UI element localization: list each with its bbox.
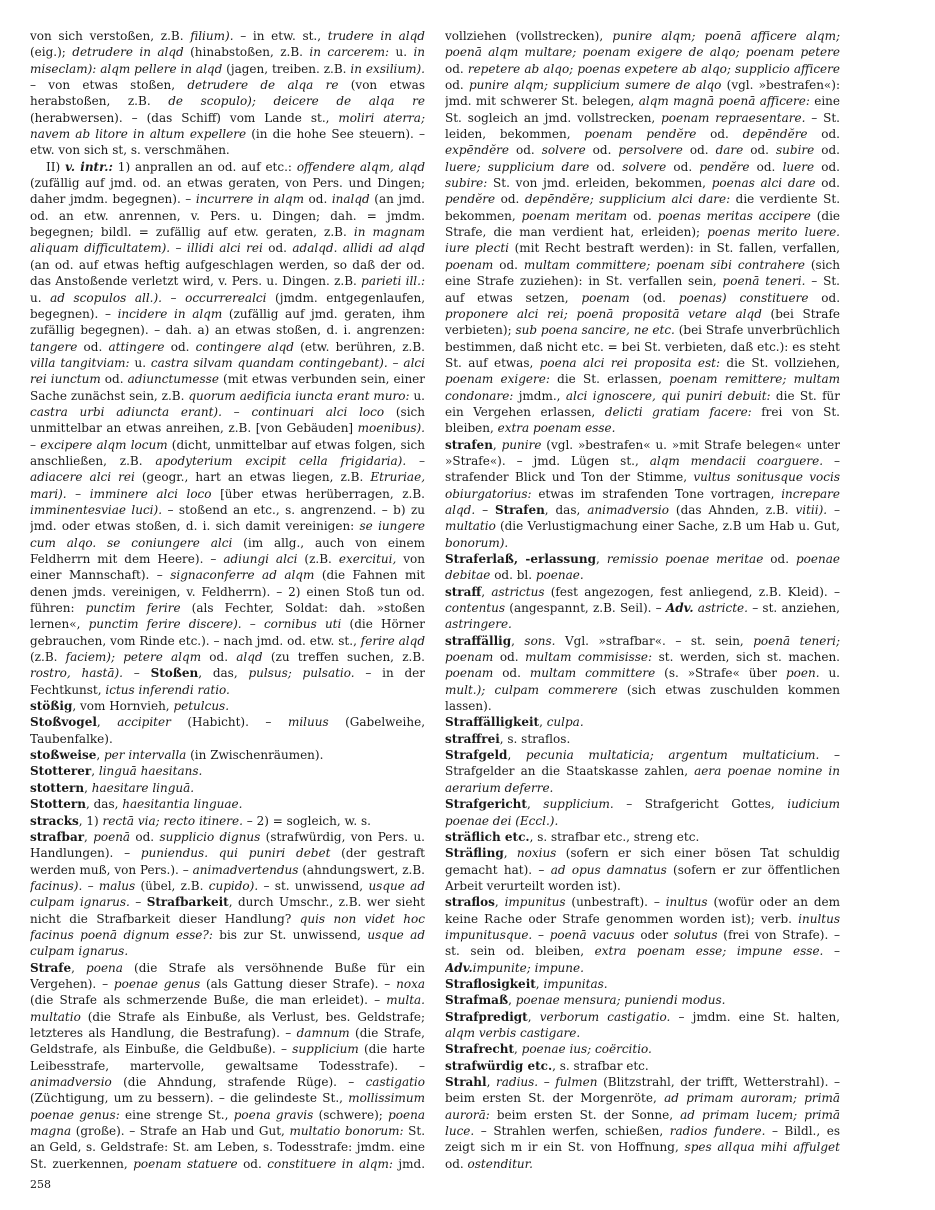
dictionary-entry: Strafgeld, pecunia multaticia; argentum multaticium. – Strafgelder an die Staatskasse zahlen, aera poenae nomine in aerarium deferre. — [445, 748, 840, 795]
dictionary-entry: II) v. intr.: 1) anprallen an od. auf etc.: offendere alqm, alqd (zufällig auf jmd. od. an etwas geraten, von Pers. und Dingen; daher jmdm. begegnen). – incurrere in alqm od. inalqd (an jmd. od. an etw. anrennen, v. Pers. u. Dingen; dah. = jmdm. begegnen; bildl. = zufällig auf etw. geraten, z.B. in magnam aliquam difficultatem). – illidi alci rei od. adalqd. allidi ad alqd (an od. auf etwas heftig aufgeschlagen werden, so daß der od. das Anstoßende verletzt wird, v. Pers. u. Dingen. z.B. parieti ill.: u. ad scopulos all.). – occurrerealci (jmdm. entgegenlaufen, begegnen). – incidere in alqm (zufällig auf jmd. geraten, ihm zufällig begegnen). – dah. a) an etwas stoßen, d. i. angrenzen: tangere od. attingere od. contingere alqd (etw. berühren, z.B. villa tangitviam: u. castra silvam quandam contingebant). – alci rei iunctum od. adiunctumesse (mit etwas verbunden sein, einer Sache zunächst sein, z.B. quorum aedificia iuncta erant muro: u. castra urbi adiuncta erant). – continuari alci loco (sich unmittelbar an etwas anreihen, z.B. [von Gebäuden] moenibus). – excipere alqm locum (dicht, unmittelbar auf etwas folgen, sich anschließen, z.B. apodyterium excipit cella frigidaria). – adiacere alci rei (geogr., hart an etwas liegen, z.B. Etruriae, mari). – imminere alci loco [über etwas herüberragen, z.B. imminentesviae luci). – stoßend an etc., s. angrenzend. – b) zu jmd. oder etwas stoßen, d. i. sich damit vereinigen: se iungere cum alqo. se coniungere alci (im allg., auch von einem Feldherrn mit dem Heere). – adiungi alci (z.B. exercitui, von einer Mannschaft). – signaconferre ad alqm (die Fahnen mit denen jmds. vereinigen, v. Feldherrn). – 2) einen Stoß tun od. führen: punctim ferire (als Fechter, Soldat: dah. »stoßen lernen«, punctim ferire discere). – cornibus uti (die Hörner gebrauchen, vom Rinde etc.). – nach jmd. od. etw. st., ferire alqd (z.B. faciem); petere alqm od. alqd (zu treffen suchen, z.B. rostro, hastā). – Stoßen, das, pulsus; pulsatio. – in der Fechtkunst, ictus inferendi ratio. — [30, 159, 425, 697]
page-number: 258 — [30, 1178, 51, 1191]
dictionary-entry: Straffälligkeit, culpa. — [445, 715, 584, 730]
dictionary-entry: von sich verstoßen, z.B. filium). – in etw. st., trudere in alqd (eig.); detrudere in alqd (hinabstoßen, z.B. in carcerem: u. in miseclam): alqm pellere in alqd (jagen, treiben. z.B. in exsilium). – von etwas stoßen, detrudere de alqa re (von etwas herabstoßen, z.B. de scopulo); deicere de alqa re (herabwersen). – (das Schiff) vom Lande st., moliri aterra; navem ab litore in altum expellere (in die hohe See steuern). – etw. von sich st, s. verschmähen. — [30, 29, 425, 158]
dictionary-entry — [445, 1172, 840, 1173]
dictionary-entry: straffällig, sons. Vgl. »strafbar«. – st. sein, poenā teneri; poenam od. multam commisisse: st. werden, sich st. machen. poenam od. multam committere (s. »Strafe« über poen. u. mult.); culpam commerere (sich etwas zuschulden kommen lassen). — [445, 633, 840, 714]
dictionary-entry: Strafe, poena (die Strafe als versöhnende Buße für ein Vergehen). – poenae genus (als Gattung dieser Strafe). – noxa (die Strafe als schmerzende Buße, die man erleidet). – multa. multatio (die Strafe als Einbuße, als Verlust, bes. Geldstrafe; letzteres als Handlung, die Bestrafung). – damnum (die Strafe, Geldstrafe, als Einbuße, die Geldbuße). – supplicium (die harte Leibesstrafe, martervolle, gewaltsame Todesstrafe). – animadversio (die Ahndung, strafende Rüge). – castigatio (Züchtigung, um zu bessern). – die gelindeste St., mollissimum poenae genus: eine strenge St., poena gravis (schwere); poena magna (große). – Strafe an Hab und Gut, multatio bonorum: St. an Geld, s. Geldstrafe: St. am Leben, s. Todesstrafe: jmdm. eine St. zuerkennen, poenam statuere od. constituere in alqm: jmd. — [30, 960, 425, 1171]
left-column — [30, 28, 425, 1173]
dictionary-entry: straflos, impunitus (unbestraft). – inultus (wofür oder an dem keine Rache oder Strafe genommen worden ist); verb. inultus impunitusque. – poenā vacuus oder solutus (frei von Strafe). – st. sein od. bleiben, extra poenam esse; impune esse. – Adv.impunite; impune. — [445, 895, 840, 975]
dictionary-entry: Strafmaß, poenae mensura; puniendi modus. — [445, 993, 726, 1008]
dictionary-entry: stracks, 1) rectā via; recto itinere. – 2) = sogleich, w. s. — [30, 813, 371, 828]
dictionary-entry: Strahl, radius. – fulmen (Blitzstrahl, der trifft, Wetterstrahl). – beim ersten St. der Morgenröte, ad primam auroram; primā aurorā: beim ersten St. der Sonne, ad primam lucem; primā luce. – Strahlen werfen, schießen, radios fundere. – Bildl., es zeigt sich m ir ein St. von Hoffnung, spes allqua mihi affulget od. ostenditur. — [445, 1075, 840, 1171]
dictionary-entry: Stoßvogel, accipiter (Habicht). – miluus (Gabelweihe, Taubenfalke). — [30, 715, 425, 746]
dictionary-entry: sträflich etc., s. strafbar etc., streng etc. — [445, 829, 700, 844]
dictionary-entry: vollziehen (vollstrecken), punire alqm; poenā afficere alqm; poenā alqm multare; poenam exigere de alqo; poenam petere od. repetere ab alqo; poenas expetere ab alqo; supplicio afficere od. punire alqm; supplicium sumere de alqo (vgl. »bestrafen«): jmd. mit schwerer St. belegen, alqm magnā poenā afficere: eine St. sogleich an jmd. vollstrecken, poenam repraesentare. – St. leiden, bekommen, poenam pendĕre od. depēndĕre od. expēndĕre od. solvere od. persolvere od. dare od. subire od. luere; supplicium dare od. solvere od. pendĕre od. luere od. subire: St. von jmd. erleiden, bekommen, poenas alci dare od. pendĕre od. depēndĕre; supplicium alci dare: die verdiente St. bekommen, poenam meritam od. poenas meritas accipere (die Strafe, die man verdient hat, erleiden); poenas merito luere. iure plecti (mit Recht bestraft werden): in St. fallen, verfallen, poenam od. multam committere; poenam sibi contrahere (sich eine Strafe zuziehen): in St. verfallen sein, poenā teneri. – St. auf etwas setzen, poenam (od. poenas) constituere od. proponere alci rei; poenā propositā vetare alqd (bei Strafe verbieten); sub poena sancire, ne etc. (bei Strafe unverbrüchlich bestimmen, daß nicht etc. = bei St. verbieten, daß etc.): es steht St. auf etwas, poena alci rei proposita est: die St. vollziehen, poenam exigere: die St. erlassen, poenam remittere; multam condonare: jmdm., alci ignoscere, qui puniri debuit: die St. für ein Vergehen erlassen, delicti gratiam facere: frei von St. bleiben, extra poenam esse. — [445, 29, 840, 436]
dictionary-entry: stoßweise, per intervalla (in Zwischenräumen). — [30, 748, 324, 763]
dictionary-entry: Strafrecht, poenae ius; coërcitio. — [445, 1042, 652, 1057]
dictionary-entry: Straferlaß, -erlassung, remissio poenae meritae od. poenae debitae od. bl. poenae. — [445, 552, 840, 583]
dictionary-entry: strafen, punire (vgl. »bestrafen« u. »mit Strafe belegen« unter »Strafe«). – jmd. Lügen st., alqm mendacii coarguere. – strafender Blick und Ton der Stimme, vultus sonitusque vocis obiurgatorius: etwas im strafenden Tone vortragen, increpare alqd. – Strafen, das, animadversio (das Ahnden, z.B. vitii). – multatio (die Verlustigmachung einer Sache, z.B um Hab u. Gut, bonorum). — [445, 437, 840, 550]
dictionary-entry: straff, astrictus (fest angezogen, fest anliegend, z.B. Kleid). – contentus (angespannt, z.B. Seil). – Adv. astricte. – st. anziehen, astringere. — [445, 584, 840, 632]
dictionary-entry: stottern, haesitare linguā. — [30, 780, 195, 795]
dictionary-entry: Straflosigkeit, impunitas. — [445, 976, 608, 991]
dictionary-entry: Strafpredigt, verborum castigatio. – jmdm. eine St. halten, alqm verbis castigare. — [445, 1009, 840, 1040]
dictionary-entry: Stottern, das, haesitantia linguae. — [30, 797, 243, 812]
dictionary-entry: strafbar, poenā od. supplicio dignus (strafwürdig, von Pers. u. Handlungen). – puniendus. qui puniri debet (der gestraft werden muß, von Pers.). – animadvertendus (ahndungswert, z.B. facinus). – malus (übel, z.B. cupido). – st. unwissend, usque ad culpam ignarus. – Strafbarkeit, durch Umschr., z.B. wer sieht nicht die Strafbarkeit dieser Handlung? quis non videt hoc facinus poenā dignum esse?: bis zur St. unwissend, usque ad culpam ignarus. — [30, 829, 425, 959]
dictionary-entry: strafwürdig etc., s. strafbar etc. — [445, 1058, 649, 1073]
dictionary-entry: stößig, vom Hornvieh, petulcus. — [30, 699, 230, 714]
dictionary-entry: straffrei, s. straflos. — [445, 731, 571, 746]
dictionary-entry: Stotterer, linguā haesitans. — [30, 764, 203, 779]
right-column — [445, 28, 840, 1173]
dictionary-entry: Strafgericht, supplicium. – Strafgericht Gottes, iudicium poenae dei (Eccl.). — [445, 797, 840, 828]
dictionary-entry: Sträfling, noxius (sofern er sich einer bösen Tat schuldig gemacht hat). – ad opus damnatus (sofern er zur öffentlichen Arbeit verurteilt worden ist). — [445, 846, 840, 893]
